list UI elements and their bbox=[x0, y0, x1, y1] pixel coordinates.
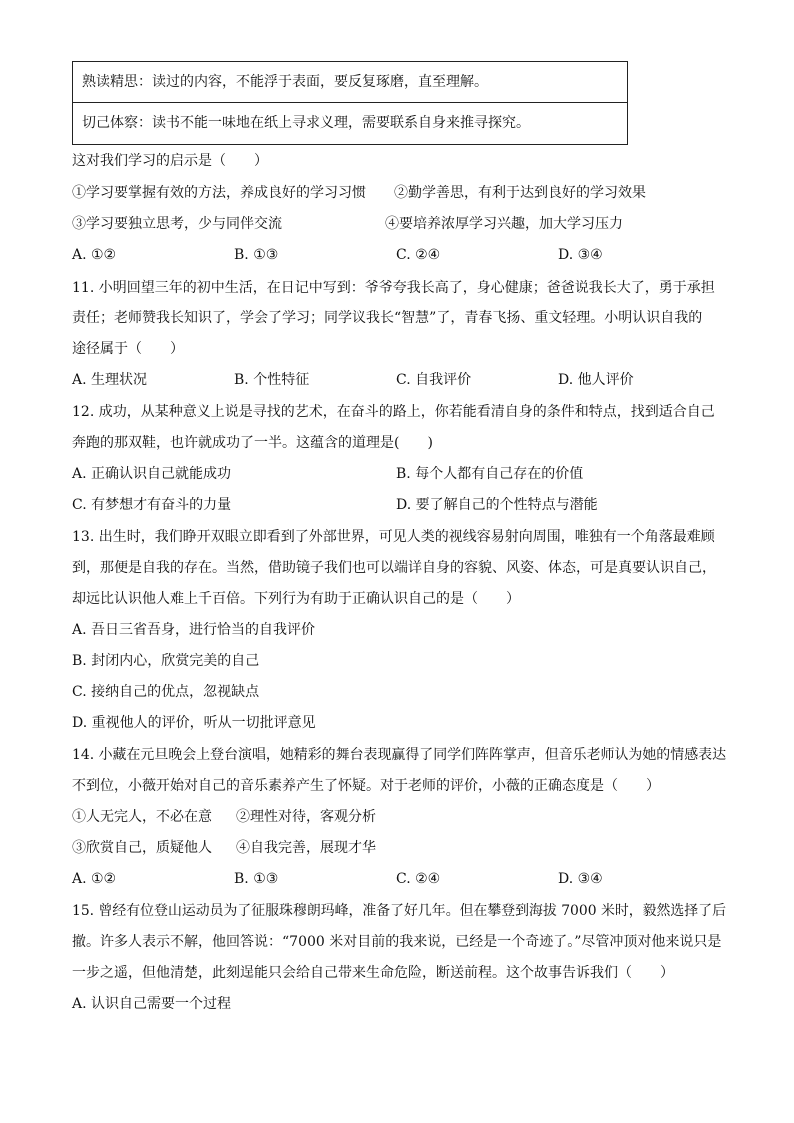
q12-line-2: 奔跑的那双鞋，也许就成功了一半。这蕴含的道理是( ) bbox=[72, 435, 433, 451]
q14-statement-1: ①人无完人，不必在意 bbox=[72, 809, 212, 825]
q13-line-2: 到，那便是自我的存在。当然，借助镜子我们也可以端详自身的容貌、风姿、体态，可是真要认识自己， bbox=[72, 560, 716, 576]
table-row-self-reflection: 切己体察：读书不能一味地在纸上寻求义理，需要联系自身来推寻探究。 bbox=[82, 115, 530, 131]
q13-option-a[interactable]: A. 吾日三省吾身，进行恰当的自我评价 bbox=[72, 622, 316, 638]
q11-option-b[interactable]: B. 个性特征 bbox=[234, 372, 310, 388]
q14-line-2: 不到位，小薇开始对自己的音乐素养产生了怀疑。对于老师的评价，小薇的正确态度是（ ） bbox=[72, 778, 660, 794]
q15-line-3: 一步之遥，但他清楚，此刻逞能只会给自己带来生命危险，断送前程。这个故事告诉我们（ ） bbox=[72, 965, 674, 981]
q13-option-c[interactable]: C. 接纳自己的优点，忽视缺点 bbox=[72, 684, 260, 700]
q13-option-d[interactable]: D. 重视他人的评价，听从一切批评意见 bbox=[72, 715, 316, 731]
q14-line-1: 14. 小藏在元旦晚会上登台演唱，她精彩的舞台表现赢得了同学们阵阵掌声，但音乐老师认为她的情感表达 bbox=[72, 747, 727, 763]
q11-option-c[interactable]: C. 自我评价 bbox=[396, 372, 472, 388]
q11-line-2: 责任；老师赞我长知识了，学会了学习；同学议我长“智慧”了，青春飞扬、重文轻理。小明认识自我的 bbox=[72, 310, 703, 326]
q10-option-a[interactable]: A. ①② bbox=[72, 247, 117, 263]
q12-option-c[interactable]: C. 有梦想才有奋斗的力量 bbox=[72, 497, 232, 513]
q10-stem: 这对我们学习的启示是（ ） bbox=[72, 153, 268, 169]
q12-line-1: 12. 成功，从某种意义上说是寻找的艺术，在奋斗的路上，你若能看清自身的条件和特点，找到适合自己 bbox=[72, 404, 715, 420]
q14-option-a[interactable]: A. ①② bbox=[72, 871, 117, 887]
q12-option-d[interactable]: D. 要了解自己的个性特点与潜能 bbox=[396, 497, 598, 513]
q14-statement-3: ③欣赏自己，质疑他人 bbox=[72, 840, 212, 856]
q14-statement-4: ④自我完善，展现才华 bbox=[236, 840, 376, 856]
q14-option-c[interactable]: C. ②④ bbox=[396, 871, 441, 887]
q10-statement-3: ③学习要独立思考，少与同伴交流 bbox=[72, 216, 282, 232]
q11-line-3: 途径属于（ ） bbox=[72, 341, 184, 357]
table-row-reading-carefully: 熟读精思：读过的内容，不能浮于表面，要反复琢磨，直至理解。 bbox=[73, 62, 627, 103]
q14-option-d[interactable]: D. ③④ bbox=[558, 871, 603, 887]
q13-line-3: 却远比认识他人难上千百倍。下列行为有助于正确认识自己的是（ ） bbox=[72, 591, 520, 607]
q14-statement-2: ②理性对待，客观分析 bbox=[236, 809, 376, 825]
q12-option-a[interactable]: A. 正确认识自己就能成功 bbox=[72, 466, 232, 482]
q11-option-d[interactable]: D. 他人评价 bbox=[558, 372, 634, 388]
q15-line-1: 15. 曾经有位登山运动员为了征服珠穆朗玛峰，准备了好几年。但在攀登到海拔 7000 米时，毅然选择了后 bbox=[72, 903, 726, 919]
q15-line-2: 撤。许多人表示不解，他回答说：“7000 米对目前的我来说，已经是一个奇迹了。”尽管冲顶对他来说只是 bbox=[72, 934, 722, 950]
q15-option-a[interactable]: A. 认识自己需要一个过程 bbox=[72, 996, 232, 1012]
q10-statement-2: ②勤学善思，有利于达到良好的学习效果 bbox=[394, 185, 646, 201]
q10-option-b[interactable]: B. ①③ bbox=[234, 247, 279, 263]
q13-line-1: 13. 出生时，我们睁开双眼立即看到了外部世界，可见人类的视线容易射向周围，唯独有一个角落最难顾 bbox=[72, 529, 715, 545]
q11-option-a[interactable]: A. 生理状况 bbox=[72, 372, 148, 388]
q10-statement-1: ①学习要掌握有效的方法，养成良好的学习习惯 bbox=[72, 185, 366, 201]
q10-statement-4: ④要培养浓厚学习兴趣，加大学习压力 bbox=[385, 216, 623, 232]
q13-option-b[interactable]: B. 封闭内心，欣赏完美的自己 bbox=[72, 653, 260, 669]
q11-line-1: 11. 小明回望三年的初中生活，在日记中写到：爷爷夸我长高了，身心健康；爸爸说我长大了，勇于承担 bbox=[72, 280, 715, 296]
reading-methods-table bbox=[72, 61, 628, 145]
q10-option-c[interactable]: C. ②④ bbox=[396, 247, 441, 263]
q12-option-b[interactable]: B. 每个人都有自己存在的价值 bbox=[396, 466, 584, 482]
q10-option-d[interactable]: D. ③④ bbox=[558, 247, 603, 263]
q14-option-b[interactable]: B. ①③ bbox=[234, 871, 279, 887]
